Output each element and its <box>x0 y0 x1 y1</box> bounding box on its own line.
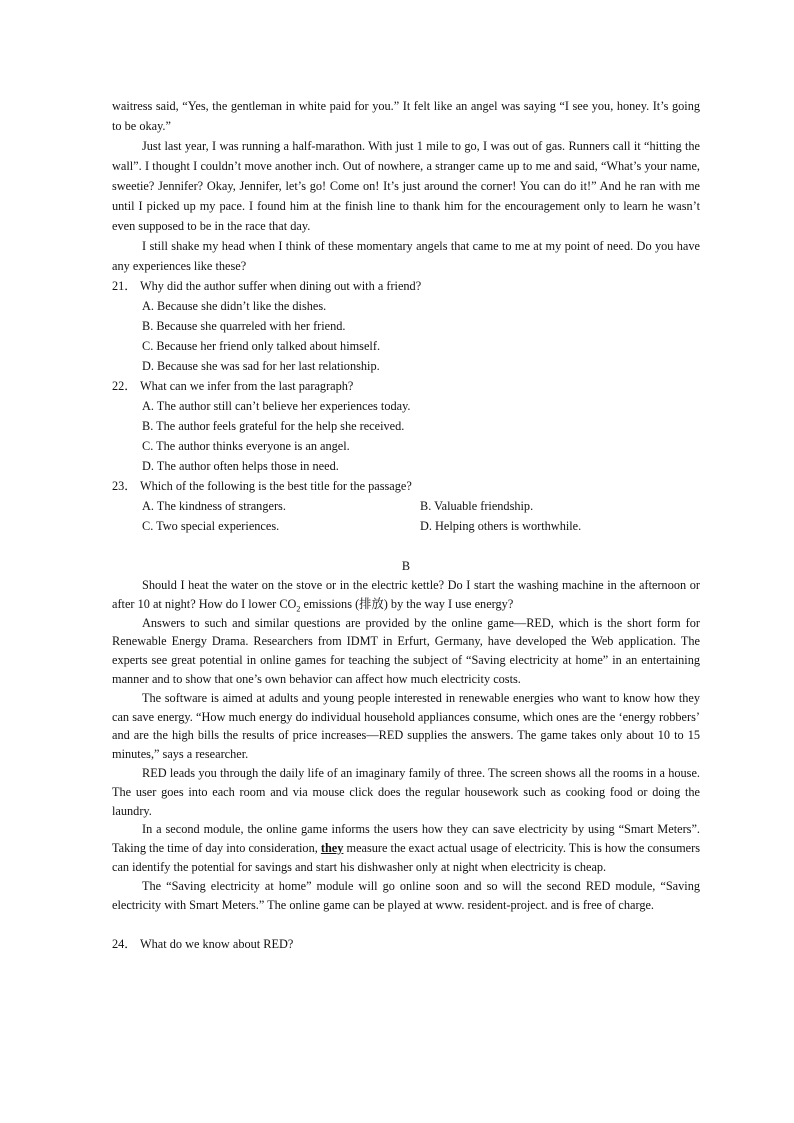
question-text: What do we know about RED? <box>140 937 294 952</box>
option-21-b: B. Because she quarreled with her friend. <box>142 319 346 333</box>
question-number: 22． <box>112 379 137 393</box>
question-text: What can we infer from the last paragraph? <box>140 379 354 393</box>
option-22-a: A. The author still can’t believe her experiences today. <box>142 399 411 413</box>
passage-b-paragraph-5 <box>112 820 700 876</box>
option-22-b: B. The author feels grateful for the help she received. <box>142 419 405 433</box>
document-page <box>112 96 700 954</box>
underlined-word-they: they <box>320 841 344 856</box>
question-number: 21． <box>112 279 137 293</box>
option-21-d: D. Because she was sad for her last relationship. <box>142 359 380 373</box>
section-b-heading: B <box>401 559 411 573</box>
passage-b-paragraph-1 <box>112 576 700 614</box>
option-22-d: D. The author often helps those in need. <box>142 459 339 473</box>
option-21-a: A. Because she didn’t like the dishes. <box>142 299 327 313</box>
option-23-a: A. The kindness of strangers. <box>142 499 286 513</box>
passage-b-paragraph-5-text-cont: measure the exact actual usage of electricity. This is how the consumers can identify the potential for savings and start his dishwasher only at night when electricity is cheap. <box>112 841 700 874</box>
passage-b-paragraph-3: The software is aimed at adults and young people interested in renewable energies who want to know how they can save energy. “How much energy do individual household appliances consume, which ones are the ‘energy robbers’ and are the high bills the results of price increases—RED supplies the answers. The game takes only about 10 to 15 minutes,” says a researcher. <box>112 690 700 762</box>
passage-a-paragraph-3: I still shake my head when I think of these momentary angels that came to me at my point of need. Do you have any experiences like these? <box>112 239 700 273</box>
question-21 <box>112 276 700 296</box>
question-text: Which of the following is the best title for the passage? <box>140 479 412 493</box>
passage-b-paragraph-1-text: Should I heat the water on the stove or in the electric kettle? Do I start the washing machine in the afternoon or after 10 at night? How do I lower CO <box>112 578 700 611</box>
option-23-d: D. Helping others is worthwhile. <box>420 519 582 533</box>
option-row <box>112 516 700 536</box>
co2-subscript: 2 <box>296 604 301 614</box>
passage-b-paragraph-2: Answers to such and similar questions are provided by the online game—RED, which is the short form for Renewable Energy Drama. Researchers from IDMT in Erfurt, Germany, have developed the Web application. The experts see great potential in online games for teaching the subject of “Saving electricity at home” in an entertaining manner and to show that one’s own behavior can affect how much electricity costs. <box>112 615 700 686</box>
passage-b-paragraph-6: The “Saving electricity at home” module will go online soon and so will the second RED module, “Saving electricity with Smart Meters.” The online game can be played at www. resident-project. and is free of charge. <box>112 878 700 912</box>
question-number: 23． <box>112 479 137 493</box>
question-24 <box>112 934 700 954</box>
question-22 <box>112 376 700 396</box>
passage-b-paragraph-1-text-cont: emissions (排放) by the way I use energy? <box>300 596 514 611</box>
question-text: Why did the author suffer when dining out with a friend? <box>140 279 422 293</box>
passage-b-paragraph-4: RED leads you through the daily life of an imaginary family of three. The screen shows all the rooms in a house. The user goes into each room and via mouse click does the regular housework such as cooking food or doing the laundry. <box>112 765 700 818</box>
option-row <box>112 496 700 516</box>
passage-a-paragraph-2: Just last year, I was running a half-marathon. With just 1 mile to go, I was out of gas. Runners call it “hitting the wall”. I thought I couldn’t move another inch. Out of nowhere, a stranger came up to me and said, “What’s your name, sweetie? Jennifer? Okay, Jennifer, let’s go! Come on! It’s just around the corner! You can do it!” And he ran with me until I picked up my pace. I found him at the finish line to thank him for the encouragement only to learn he wasn’t even supposed to be in the race that day. <box>112 139 700 233</box>
option-23-b: B. Valuable friendship. <box>420 499 534 513</box>
option-21-c: C. Because her friend only talked about himself. <box>142 339 381 353</box>
passage-a-paragraph-1: waitress said, “Yes, the gentleman in white paid for you.” It felt like an angel was saying “I see you, honey. It’s going to be okay.” <box>112 99 700 133</box>
question-number: 24． <box>112 937 137 952</box>
option-22-c: C. The author thinks everyone is an angel. <box>142 439 350 453</box>
question-23 <box>112 476 700 496</box>
passage-b-paragraph-5-text: In a second module, the online game informs the users how they can save electricity by using “Smart Meters”. Taking the time of day into consideration, <box>112 822 700 856</box>
option-23-c: C. Two special experiences. <box>142 519 280 533</box>
